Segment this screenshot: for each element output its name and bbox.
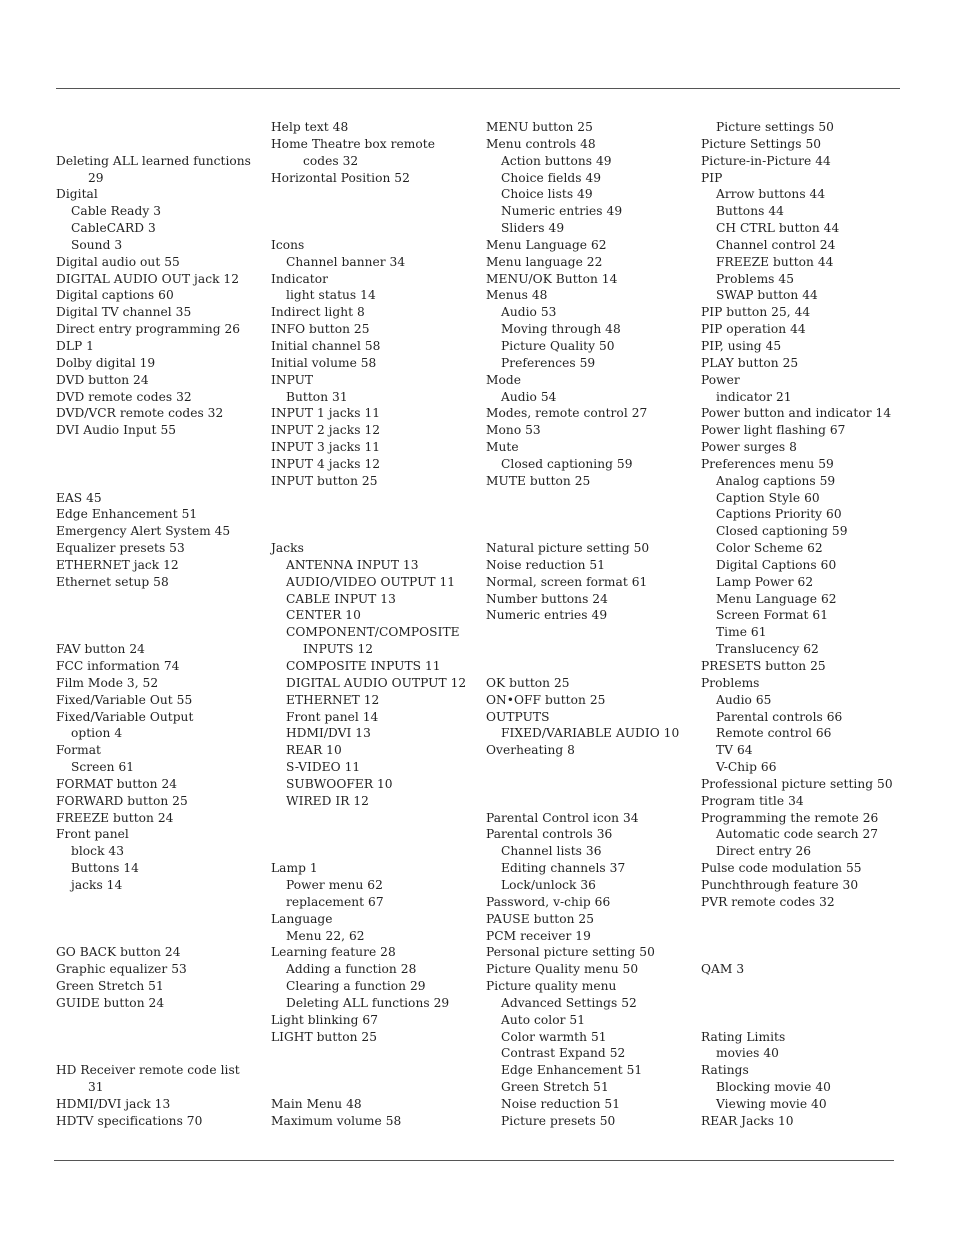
index-subentry: Editing channels 37 — [501, 861, 626, 876]
index-entry: GUIDE button 24 — [56, 995, 165, 1010]
index-entry: HD Receiver remote code list — [56, 1063, 240, 1078]
spacer — [701, 944, 913, 961]
index-entry: Digital TV channel 35 — [56, 305, 192, 320]
index-subentry: Parental controls 66 — [716, 709, 843, 724]
index-entry: Digital — [56, 187, 98, 202]
index-entry: ON•OFF button 25 — [486, 692, 606, 707]
index-entry: GO BACK button 24 — [56, 945, 181, 960]
spacer — [56, 911, 268, 928]
index-entry: Modes, remote control 27 — [486, 406, 648, 421]
index-entry: Preferences menu 59 — [701, 456, 834, 471]
index-entry: FREEZE button 24 — [56, 810, 174, 825]
index-subentry: FIXED/VARIABLE AUDIO 10 — [501, 726, 680, 741]
index-subentry: Channel lists 36 — [501, 844, 602, 859]
index-entry: Menu language 22 — [486, 254, 603, 269]
index-subentry: AUDIO/VIDEO OUTPUT 11 — [286, 574, 456, 589]
index-subentry: Clearing a function 29 — [286, 979, 426, 994]
index-subentry: jacks 14 — [71, 877, 123, 892]
index-entry: OUTPUTS — [486, 709, 550, 724]
index-entry: Personal picture setting 50 — [486, 945, 655, 960]
index-entry: Power surges 8 — [701, 440, 797, 455]
index-subentry: Audio 54 — [501, 389, 557, 404]
index-entry: PVR remote codes 32 — [701, 894, 835, 909]
index-subentry: Picture settings 50 — [716, 120, 834, 134]
index-entry: Edge Enhancement 51 — [56, 507, 198, 522]
spacer — [486, 776, 698, 793]
index-entry: Password, v-chip 66 — [486, 894, 611, 909]
index-subentry: replacement 67 — [286, 894, 384, 909]
index-entry: Numeric entries 49 — [486, 608, 608, 623]
index-entry: INFO button 25 — [271, 322, 370, 337]
index-entry: DLP 1 — [56, 338, 94, 353]
bottom-rule — [54, 1160, 894, 1161]
index-subentry: CABLE INPUT 13 — [286, 591, 396, 606]
spacer — [271, 203, 483, 220]
index-entry: INPUT — [271, 372, 314, 387]
index-entry: Emergency Alert System 45 — [56, 524, 231, 539]
index-entry: Ethernet setup 58 — [56, 574, 169, 589]
index-subentry: Lock/unlock 36 — [501, 877, 596, 892]
index-entry: Front panel — [56, 827, 129, 842]
index-entry: Punchthrough feature 30 — [701, 877, 859, 892]
index-subentry: block 43 — [71, 844, 125, 859]
spacer — [271, 506, 483, 523]
index-column-3 — [486, 119, 698, 1130]
index-subentry: Deleting ALL functions 29 — [286, 995, 450, 1010]
index-entry: Digital captions 60 — [56, 288, 174, 303]
index-entry: PIP, using 45 — [701, 338, 782, 353]
index-subentry: DIGITAL AUDIO OUTPUT 12 — [286, 675, 467, 690]
index-entry: INPUT button 25 — [271, 473, 378, 488]
spacer — [486, 641, 698, 658]
spacer — [56, 119, 268, 136]
index-entry: QAM 3 — [701, 962, 745, 977]
spacer — [271, 490, 483, 507]
index-entry: Normal, screen format 61 — [486, 574, 648, 589]
spacer — [56, 624, 268, 641]
index-entry: Picture Quality menu 50 — [486, 962, 639, 977]
index-entry: Mode — [486, 372, 522, 387]
index-entry: Deleting ALL learned functions — [56, 153, 251, 168]
index-subentry: Automatic code search 27 — [716, 827, 879, 842]
index-subentry: Captions Priority 60 — [716, 507, 842, 522]
index-subentry: Menu Language 62 — [716, 591, 837, 606]
index-entry: MUTE button 25 — [486, 473, 591, 488]
index-subentry: 31 — [88, 1080, 104, 1095]
index-entry: Icons — [271, 237, 305, 252]
index-entry: Jacks — [271, 541, 304, 556]
index-entry: Pulse code modulation 55 — [701, 861, 862, 876]
spacer — [56, 607, 268, 624]
index-entry: Professional picture setting 50 — [701, 776, 893, 791]
spacer — [486, 759, 698, 776]
index-entry: MENU/OK Button 14 — [486, 271, 618, 286]
index-subentry: Caption Style 60 — [716, 490, 820, 505]
index-subentry: Screen 61 — [71, 760, 135, 775]
spacer — [271, 1079, 483, 1096]
spacer — [271, 826, 483, 843]
spacer — [271, 523, 483, 540]
index-subentry: Buttons 44 — [716, 204, 784, 219]
index-subentry: Digital Captions 60 — [716, 557, 837, 572]
index-subentry: Channel control 24 — [716, 237, 836, 252]
index-subentry: light status 14 — [286, 288, 376, 303]
spacer — [486, 523, 698, 540]
index-subentry: Sliders 49 — [501, 221, 565, 236]
index-entry: Light blinking 67 — [271, 1012, 379, 1027]
index-subentry: Blocking movie 40 — [716, 1080, 831, 1095]
index-subentry: Adding a function 28 — [286, 962, 417, 977]
index-entry: Number buttons 24 — [486, 591, 608, 606]
index-column-4 — [701, 119, 913, 1130]
spacer — [701, 911, 913, 928]
spacer — [56, 894, 268, 911]
index-entry: INPUT 4 jacks 12 — [271, 456, 381, 471]
index-entry: DVD button 24 — [56, 372, 149, 387]
spacer — [486, 490, 698, 507]
index-subentry: Picture Quality 50 — [501, 338, 615, 353]
index-entry: HDTV specifications 70 — [56, 1113, 203, 1128]
spacer — [56, 136, 268, 153]
index-subentry: WIRED IR 12 — [286, 793, 369, 808]
index-subentry: Lamp Power 62 — [716, 574, 814, 589]
spacer — [56, 591, 268, 608]
index-subentry: Arrow buttons 44 — [716, 187, 826, 202]
index-entry: Format — [56, 743, 101, 758]
index-entry: Initial channel 58 — [271, 338, 381, 353]
index-subentry: Remote control 66 — [716, 726, 832, 741]
index-subentry: Time 61 — [716, 625, 767, 640]
index-subentry: Contrast Expand 52 — [501, 1046, 626, 1061]
index-subentry: INPUTS 12 — [303, 642, 374, 657]
index-entry: Main Menu 48 — [271, 1096, 362, 1111]
index-subentry: option 4 — [71, 726, 123, 741]
index-entry: EAS 45 — [56, 490, 102, 505]
index-entry: Menus 48 — [486, 288, 548, 303]
index-subentry: Buttons 14 — [71, 861, 139, 876]
spacer — [271, 186, 483, 203]
index-entry: Noise reduction 51 — [486, 557, 606, 572]
index-subentry: ETHERNET 12 — [286, 692, 380, 707]
index-subentry: FREEZE button 44 — [716, 254, 834, 269]
index-subentry: Closed captioning 59 — [716, 524, 848, 539]
top-rule — [56, 88, 900, 89]
index-entry: PCM receiver 19 — [486, 928, 591, 943]
index-subentry: Auto color 51 — [501, 1012, 586, 1027]
index-entry: Overheating 8 — [486, 743, 575, 758]
index-subentry: Power menu 62 — [286, 877, 383, 892]
index-entry: ETHERNET jack 12 — [56, 557, 179, 572]
index-subentry: SUBWOOFER 10 — [286, 776, 393, 791]
index-entry: MENU button 25 — [486, 120, 593, 134]
index-entry: Rating Limits — [701, 1029, 786, 1044]
index-subentry: Channel banner 34 — [286, 254, 406, 269]
spacer — [271, 810, 483, 827]
index-subentry: 29 — [88, 170, 104, 185]
index-entry: Lamp 1 — [271, 861, 318, 876]
index-entry: HDMI/DVI jack 13 — [56, 1096, 171, 1111]
index-entry: Picture Settings 50 — [701, 136, 822, 151]
index-entry: Mono 53 — [486, 423, 541, 438]
index-entry: Green Stretch 51 — [56, 979, 164, 994]
index-subentry: Menu 22, 62 — [286, 928, 365, 943]
index-entry: Film Mode 3, 52 — [56, 675, 159, 690]
index-subentry: SWAP button 44 — [716, 288, 818, 303]
index-entry: PLAY button 25 — [701, 355, 799, 370]
index-subentry: codes 32 — [303, 153, 359, 168]
index-subentry: Moving through 48 — [501, 322, 621, 337]
index-subentry: Picture presets 50 — [501, 1113, 616, 1128]
index-subentry: Advanced Settings 52 — [501, 995, 637, 1010]
index-subentry: Problems 45 — [716, 271, 795, 286]
index-entry: FAV button 24 — [56, 642, 145, 657]
index-subentry: CableCARD 3 — [71, 221, 156, 236]
index-entry: OK button 25 — [486, 675, 570, 690]
index-entry: Power — [701, 372, 740, 387]
index-entry: Power button and indicator 14 — [701, 406, 892, 421]
index-entry: Parental Control icon 34 — [486, 810, 639, 825]
index-entry: Help text 48 — [271, 120, 349, 134]
index-subentry: HDMI/DVI 13 — [286, 726, 371, 741]
index-entry: Initial volume 58 — [271, 355, 377, 370]
index-subentry: Audio 65 — [716, 692, 772, 707]
index-entry: Menu Language 62 — [486, 237, 607, 252]
index-entry: FORWARD button 25 — [56, 793, 188, 808]
index-entry: Direct entry programming 26 — [56, 322, 241, 337]
index-subentry: Action buttons 49 — [501, 153, 612, 168]
spacer — [56, 1045, 268, 1062]
spacer — [56, 928, 268, 945]
index-entry: INPUT 2 jacks 12 — [271, 423, 381, 438]
index-entry: FCC information 74 — [56, 659, 180, 673]
index-entry: Horizontal Position 52 — [271, 170, 410, 185]
index-entry: LIGHT button 25 — [271, 1029, 378, 1044]
spacer — [56, 1012, 268, 1029]
index-entry: PAUSE button 25 — [486, 911, 595, 926]
index-entry: Natural picture setting 50 — [486, 541, 650, 556]
spacer — [56, 456, 268, 473]
index-subentry: ANTENNA INPUT 13 — [286, 557, 419, 572]
index-column-2 — [271, 119, 483, 1130]
index-subentry: S-VIDEO 11 — [286, 760, 361, 775]
index-entry: DVI Audio Input 55 — [56, 423, 177, 438]
index-column-1 — [56, 119, 268, 1130]
index-subentry: Screen Format 61 — [716, 608, 829, 623]
index-entry: INPUT 3 jacks 11 — [271, 440, 381, 455]
spacer — [271, 220, 483, 237]
index-entry: Home Theatre box remote — [271, 136, 435, 151]
spacer — [56, 1029, 268, 1046]
index-entry: Language — [271, 911, 333, 926]
spacer — [486, 506, 698, 523]
spacer — [701, 978, 913, 995]
index-entry: DVD/VCR remote codes 32 — [56, 406, 224, 421]
spacer — [486, 624, 698, 641]
spacer — [271, 1062, 483, 1079]
index-subentry: Choice lists 49 — [501, 187, 593, 202]
spacer — [701, 1012, 913, 1029]
index-entry: DIGITAL AUDIO OUT jack 12 — [56, 271, 240, 286]
index-subentry: COMPOSITE INPUTS 11 — [286, 659, 441, 673]
index-subentry: CENTER 10 — [286, 608, 361, 623]
index-entry: Program title 34 — [701, 793, 804, 808]
index-entry: REAR Jacks 10 — [701, 1113, 794, 1128]
index-subentry: Preferences 59 — [501, 355, 596, 370]
spacer — [701, 995, 913, 1012]
index-entry: Fixed/Variable Output — [56, 709, 194, 724]
index-subentry: Color Scheme 62 — [716, 541, 823, 556]
index-subentry: REAR 10 — [286, 743, 342, 758]
index-subentry: Numeric entries 49 — [501, 204, 623, 219]
index-subentry: Noise reduction 51 — [501, 1096, 621, 1111]
index-entry: Menu controls 48 — [486, 136, 596, 151]
index-subentry: Direct entry 26 — [716, 844, 812, 859]
index-subentry: Translucency 62 — [716, 642, 819, 657]
index-entry: Fixed/Variable Out 55 — [56, 692, 193, 707]
index-entry: Power light flashing 67 — [701, 423, 846, 438]
index-entry: PIP operation 44 — [701, 322, 806, 337]
index-entry: Picture-in-Picture 44 — [701, 153, 831, 168]
index-entry: PIP button 25, 44 — [701, 305, 811, 320]
index-entry: Learning feature 28 — [271, 945, 396, 960]
index-subentry: Choice fields 49 — [501, 170, 602, 185]
spacer — [486, 658, 698, 675]
index-entry: Indicator — [271, 271, 328, 286]
index-subentry: Closed captioning 59 — [501, 456, 633, 471]
index-entry: Dolby digital 19 — [56, 355, 156, 370]
index-entry: Digital audio out 55 — [56, 254, 180, 269]
index-subentry: Edge Enhancement 51 — [501, 1063, 643, 1078]
index-entry: Picture quality menu — [486, 979, 617, 994]
index-subentry: Front panel 14 — [286, 709, 379, 724]
spacer — [271, 843, 483, 860]
index-subentry: Green Stretch 51 — [501, 1080, 609, 1095]
index-subentry: indicator 21 — [716, 389, 792, 404]
index-entry: Graphic equalizer 53 — [56, 962, 187, 977]
index-subentry: Cable Ready 3 — [71, 204, 161, 219]
spacer — [56, 473, 268, 490]
index-entry: Programming the remote 26 — [701, 810, 879, 825]
index-subentry: TV 64 — [716, 743, 753, 758]
spacer — [271, 1045, 483, 1062]
index-entry: INPUT 1 jacks 11 — [271, 406, 381, 421]
index-subentry: CH CTRL button 44 — [716, 221, 840, 236]
spacer — [56, 439, 268, 456]
index-entry: Ratings — [701, 1063, 749, 1078]
index-subentry: Viewing movie 40 — [716, 1096, 827, 1111]
spacer — [701, 928, 913, 945]
index-entry: FORMAT button 24 — [56, 776, 178, 791]
index-subentry: V-Chip 66 — [716, 760, 777, 775]
index-entry: Maximum volume 58 — [271, 1113, 402, 1128]
index-subentry: Color warmth 51 — [501, 1029, 607, 1044]
index-entry: Parental controls 36 — [486, 827, 613, 842]
index-entry: Indirect light 8 — [271, 305, 365, 320]
index-subentry: Audio 53 — [501, 305, 557, 320]
index-entry: PRESETS button 25 — [701, 659, 826, 673]
index-entry: Problems — [701, 675, 760, 690]
index-subentry: COMPONENT/COMPOSITE — [286, 625, 460, 640]
index-subentry: Analog captions 59 — [716, 473, 836, 488]
spacer — [486, 793, 698, 810]
index-entry: DVD remote codes 32 — [56, 389, 192, 404]
index-entry: Equalizer presets 53 — [56, 541, 185, 556]
index-subentry: Button 31 — [286, 389, 348, 404]
index-subentry: Sound 3 — [71, 237, 123, 252]
index-subentry: movies 40 — [716, 1046, 779, 1061]
index-entry: Mute — [486, 440, 519, 455]
index-entry: PIP — [701, 170, 723, 185]
